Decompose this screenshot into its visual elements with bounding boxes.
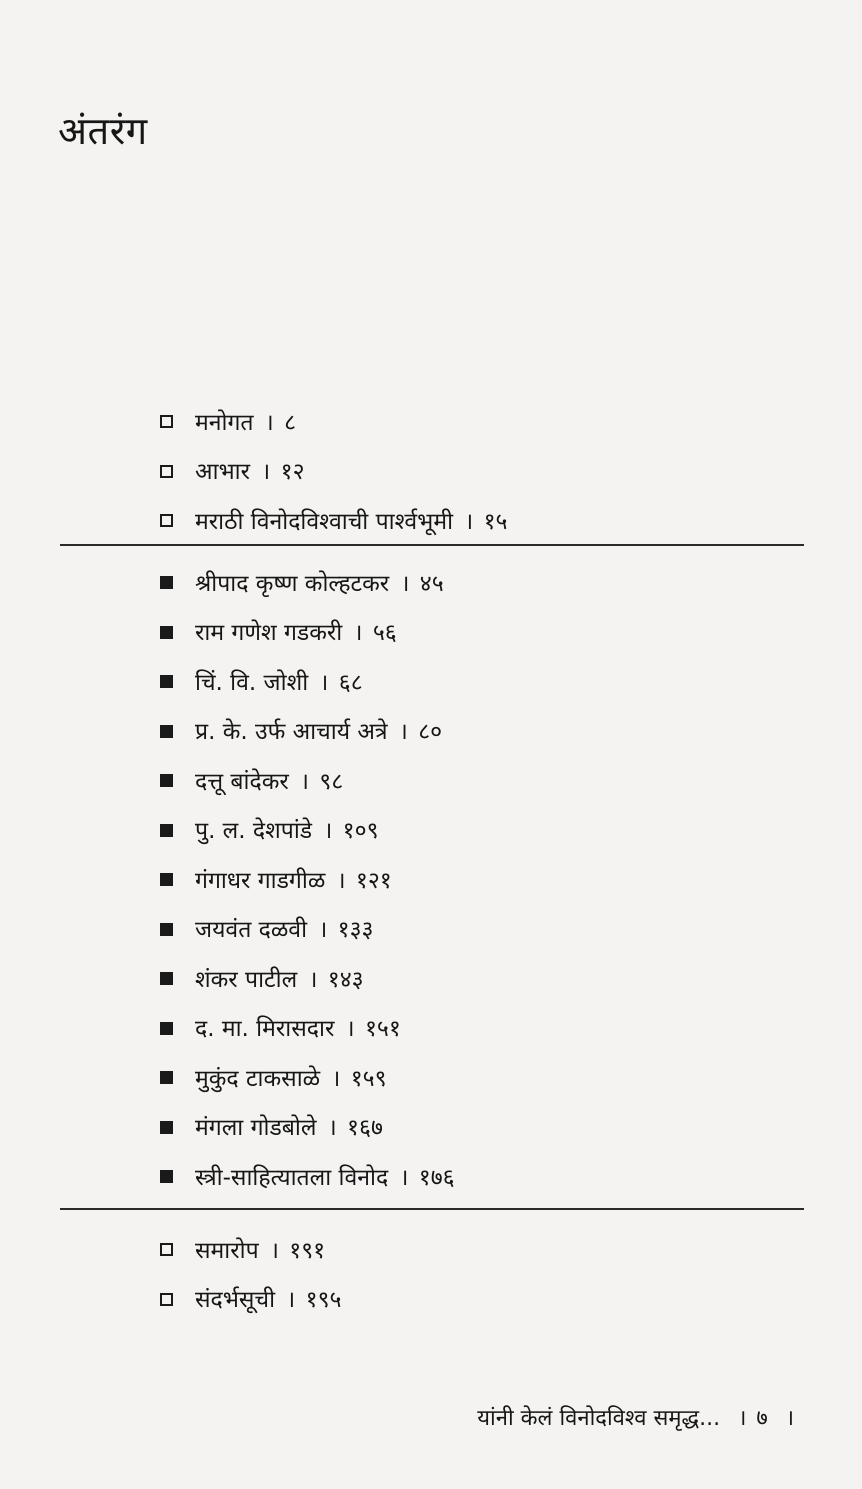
toc-entry-title: मनोगत: [195, 409, 254, 436]
toc-entry: [160, 706, 455, 756]
front-matter-list: [160, 396, 508, 545]
toc-page-number: ६८: [338, 669, 363, 696]
filled-square-icon: [160, 725, 173, 738]
toc-separator: ।: [399, 1164, 409, 1191]
toc-page-number: १३३: [337, 917, 374, 944]
toc-separator: ।: [400, 570, 410, 597]
footer-book-title: यांनी केलं विनोदविश्व समृद्ध...: [477, 1406, 721, 1431]
toc-page-number: १५९: [350, 1065, 387, 1092]
filled-square-icon: [160, 774, 173, 787]
toc-separator: ।: [331, 1065, 341, 1092]
toc-separator: ।: [399, 719, 408, 746]
filled-square-icon: [160, 576, 173, 589]
hollow-square-icon: [160, 415, 173, 428]
filled-square-icon: [160, 972, 173, 985]
toc-entry: [160, 446, 508, 496]
toc-page-number: ९८: [319, 768, 344, 795]
toc-page-number: १०९: [342, 818, 379, 845]
toc-separator: ।: [353, 620, 363, 647]
toc-separator: ।: [327, 1115, 337, 1142]
toc-separator: ।: [261, 459, 271, 486]
hollow-square-icon: [160, 514, 173, 527]
toc-entry-title: आभार: [195, 459, 251, 486]
toc-entry: [160, 755, 455, 805]
toc-entry: [160, 1151, 455, 1201]
toc-entry: [160, 1003, 455, 1053]
toc-page-number: १९१: [289, 1237, 326, 1264]
toc-entry-title: स्त्री-साहित्यातला विनोद: [195, 1164, 389, 1191]
toc-page-number: ५६: [372, 620, 397, 647]
footer-separator: ।: [738, 1406, 747, 1431]
toc-separator: ।: [265, 409, 274, 436]
toc-entry: [160, 1274, 342, 1324]
toc-separator: ।: [319, 669, 329, 696]
toc-page-number: १७६: [418, 1164, 455, 1191]
hollow-square-icon: [160, 465, 173, 478]
toc-page-number: १२: [280, 459, 305, 486]
filled-square-icon: [160, 923, 173, 936]
toc-entry: [160, 805, 455, 855]
filled-square-icon: [160, 1071, 173, 1084]
filled-square-icon: [160, 1022, 173, 1035]
toc-entry: [160, 495, 508, 545]
filled-square-icon: [160, 824, 173, 837]
toc-separator: ।: [345, 1016, 355, 1043]
toc-entry: [160, 1052, 455, 1102]
toc-entry-title: चिं. वि. जोशी: [195, 669, 309, 696]
toc-page-number: ४५: [419, 570, 444, 597]
toc-separator: ।: [464, 508, 474, 535]
toc-page-number: १२१: [355, 867, 392, 894]
toc-separator: ।: [318, 917, 328, 944]
toc-separator: ।: [336, 867, 346, 894]
toc-separator: ।: [286, 1287, 296, 1314]
running-footer: [477, 1402, 804, 1432]
toc-separator: ।: [270, 1237, 279, 1264]
toc-entry-title: श्रीपाद कृष्ण कोल्हटकर: [195, 570, 390, 597]
toc-entry: [160, 854, 455, 904]
divider-top: [60, 544, 804, 546]
hollow-square-icon: [160, 1293, 173, 1306]
toc-entry-title: राम गणेश गडकरी: [195, 620, 343, 647]
toc-entry-title: गंगाधर गाडगीळ: [195, 867, 326, 894]
filled-square-icon: [160, 1170, 173, 1183]
toc-entry-title: मुकुंद टाकसाळे: [195, 1065, 321, 1092]
toc-separator: ।: [323, 818, 333, 845]
chapter-list: [160, 557, 455, 1201]
toc-entry: [160, 1224, 342, 1274]
filled-square-icon: [160, 1121, 173, 1134]
toc-page-number: ८: [284, 409, 297, 436]
divider-bottom: [60, 1208, 804, 1210]
toc-page-number: १४३: [327, 966, 364, 993]
toc-entry: [160, 656, 455, 706]
toc-entry-title: द. मा. मिरासदार: [195, 1016, 335, 1043]
toc-entry-title: संदर्भसूची: [195, 1287, 276, 1314]
toc-entry: [160, 396, 508, 446]
toc-separator: ।: [308, 966, 318, 993]
toc-entry: [160, 904, 455, 954]
toc-entry-title: प्र. के. उर्फ आचार्य अत्रे: [195, 719, 388, 746]
filled-square-icon: [160, 626, 173, 639]
toc-entry: [160, 607, 455, 657]
back-matter-list: [160, 1224, 342, 1323]
toc-entry-title: समारोप: [195, 1237, 259, 1264]
toc-entry-title: दत्तू बांदेकर: [195, 768, 289, 795]
hollow-square-icon: [160, 1243, 173, 1256]
toc-separator: ।: [300, 768, 310, 795]
toc-page-number: १५: [483, 508, 508, 535]
toc-entry-title: शंकर पाटील: [195, 966, 298, 993]
toc-entry-title: पु. ल. देशपांडे: [195, 818, 313, 845]
toc-page-number: १६७: [347, 1115, 383, 1142]
filled-square-icon: [160, 873, 173, 886]
toc-entry-title: मराठी विनोदविश्वाची पार्श्वभूमी: [195, 508, 454, 535]
toc-entry: [160, 1102, 455, 1152]
footer-page-number: ७: [756, 1406, 768, 1431]
filled-square-icon: [160, 675, 173, 688]
toc-entry-title: मंगला गोडबोले: [195, 1115, 317, 1142]
toc-page-number: १९५: [305, 1287, 342, 1314]
toc-entry-title: जयवंत दळवी: [195, 917, 308, 944]
toc-entry: [160, 557, 455, 607]
toc-page-number: १५१: [364, 1016, 401, 1043]
toc-entry: [160, 953, 455, 1003]
footer-separator-end: ।: [785, 1406, 795, 1431]
page-title: अंतरंग: [58, 109, 148, 153]
toc-page-number: ८०: [418, 719, 443, 746]
